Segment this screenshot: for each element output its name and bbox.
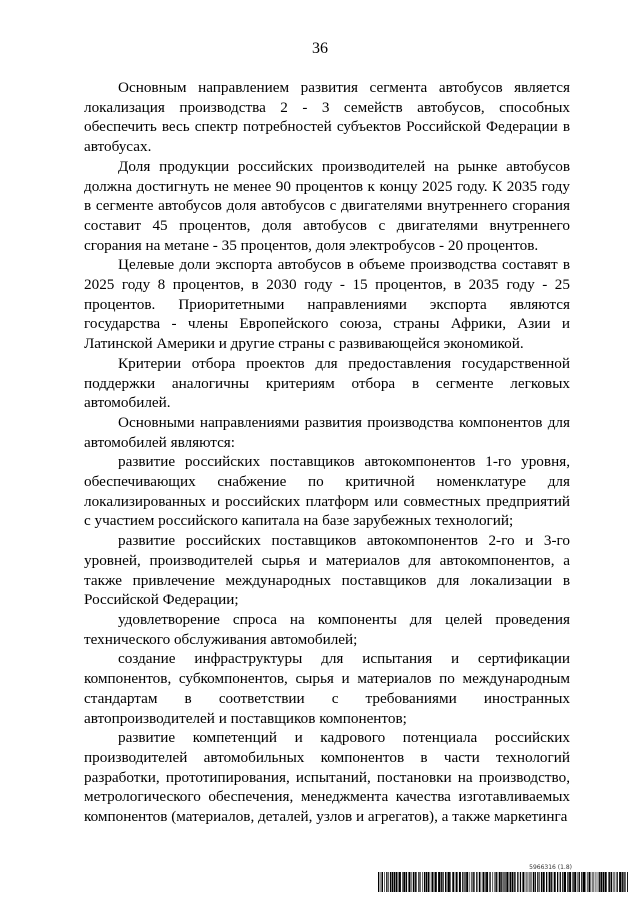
list-item: развитие российских поставщиков автокомпонентов 2-го и 3-го уровней, производителей сырья и материалов для автокомпонентов, а также привлечение международных поставщиков для локализации в Российской Федерации;	[84, 532, 570, 609]
paragraph: Основным направлением развития сегмента автобусов является локализация производства 2 - 3 семейств автобусов, способных обеспечить весь спектр потребностей субъектов Российской Федерации в автобусах.	[84, 79, 570, 156]
barcode-icon	[378, 872, 628, 892]
paragraph: Целевые доли экспорта автобусов в объеме производства составят в 2025 году 8 процентов, в 2030 году - 15 процентов, в 2035 году - 25 процентов. Приоритетными направлениями экспорта являются государства - члены Европейского союза, страны Африки, Азии и Латинской Америки и другие страны с развивающейся экономикой.	[84, 256, 570, 353]
paragraph: Критерии отбора проектов для предоставления государственной поддержки аналогичны критериям отбора в сегменте легковых автомобилей.	[84, 354, 570, 412]
page-number: 36	[312, 40, 328, 57]
list-item: удовлетворение спроса на компоненты для целей проведения технического обслуживания автомобилей;	[84, 610, 570, 648]
list-item: развитие российских поставщиков автокомпонентов 1-го уровня, обеспечивающих снабжение по критичной номенклатуре для локализированных и российских платформ или совместных предприятий с участием российского капитала на базе зарубежных технологий;	[84, 453, 570, 530]
paragraph: Основными направлениями развития производства компонентов для автомобилей являются:	[84, 413, 570, 451]
paragraph: Доля продукции российских производителей на рынке автобусов должна достигнуть не менее 90 процентов к концу 2025 году. К 2035 году в сегменте автобусов доля автобусов с двигателями внутреннего сгорания составит 45 процентов, доля автобусов с двигателями внутреннего сгорания на метане - 35 процентов, доля электробусов - 20 процентов.	[84, 157, 570, 254]
body-text	[84, 78, 570, 827]
document-stamp-code: 5966316 (1.8)	[529, 864, 572, 871]
list-item: развитие компетенций и кадрового потенциала российских производителей автомобильных компонентов в части технологий разработки, прототипирования, испытаний, постановки на производство, метрологического обеспечения, менеджмента качества изготавливаемых компонентов (материалов, деталей, узлов и агрегатов), а также маркетинга	[84, 729, 570, 826]
list-item: создание инфраструктуры для испытания и сертификации компонентов, субкомпонентов, сырья и материалов по международным стандартам в соответствии с требованиями иностранных автопроизводителей и поставщиков компонентов;	[84, 650, 570, 727]
